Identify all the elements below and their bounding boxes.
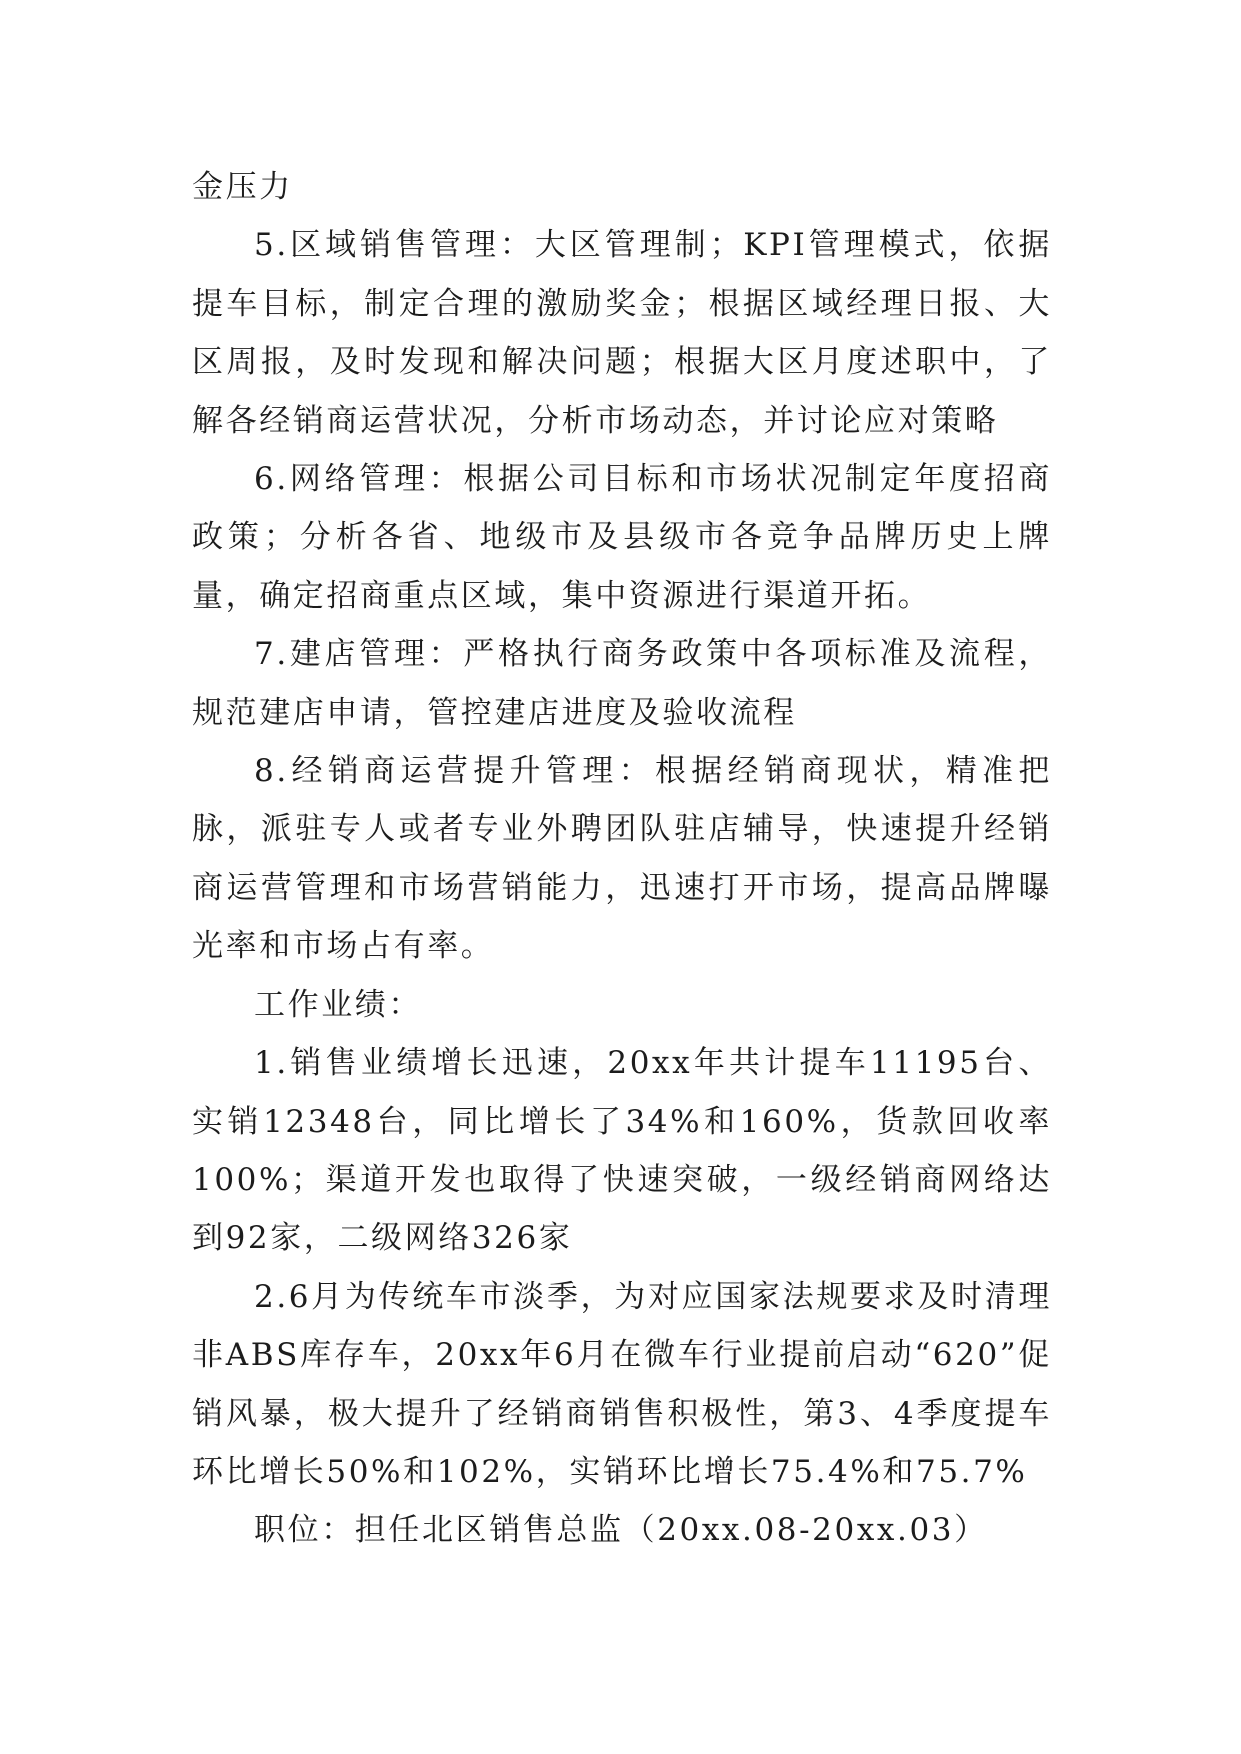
paragraph-position: 职位：担任北区销售总监（20xx.08-20xx.03） (254, 1512, 988, 1549)
paragraph-store-building-management: 7.建店管理：严格执行商务政策中各项标准及流程，规范建店申请，管控建店进度及验收流程 (192, 636, 1052, 731)
paragraph-sales-growth: 1.销售业绩增长迅速，20xx年共计提车11195台、实销12348台，同比增长了34%和160%，货款回收率100%；渠道开发也取得了快速突破，一级经销商网络达到92家，二级网络326家 (192, 1045, 1052, 1257)
heading-work-achievements: 工作业绩： (254, 986, 422, 1023)
paragraph-dealer-operations-management: 8.经销商运营提升管理：根据经销商现状，精准把脉，派驻专人或者专业外聘团队驻店辅导，快速提升经销商运营管理和市场营销能力，迅速打开市场，提高品牌曝光率和市场占有率。 (192, 753, 1052, 965)
paragraph-regional-sales-management: 5.区域销售管理：大区管理制；KPI管理模式，依据提车目标，制定合理的激励奖金；根据区域经理日报、大区周报，及时发现和解决问题；根据大区月度述职中，了解各经销商运营状况，分析市场动态，并讨论应对策略 (192, 227, 1052, 439)
document-body (192, 158, 1052, 1560)
paragraph-network-management: 6.网络管理：根据公司目标和市场状况制定年度招商政策；分析各省、地级市及县级市各竞争品牌历史上牌量，确定招商重点区域，集中资源进行渠道开拓。 (192, 461, 1052, 614)
paragraph-continuation: 金压力 (192, 169, 293, 205)
paragraph-promotion-campaign: 2.6月为传统车市淡季，为对应国家法规要求及时清理非ABS库存车，20xx年6月在微车行业提前启动“620”促销风暴，极大提升了经销商销售积极性，第3、4季度提车环比增长50%和102%，实销环比增长75.4%和75.7% (192, 1278, 1052, 1490)
